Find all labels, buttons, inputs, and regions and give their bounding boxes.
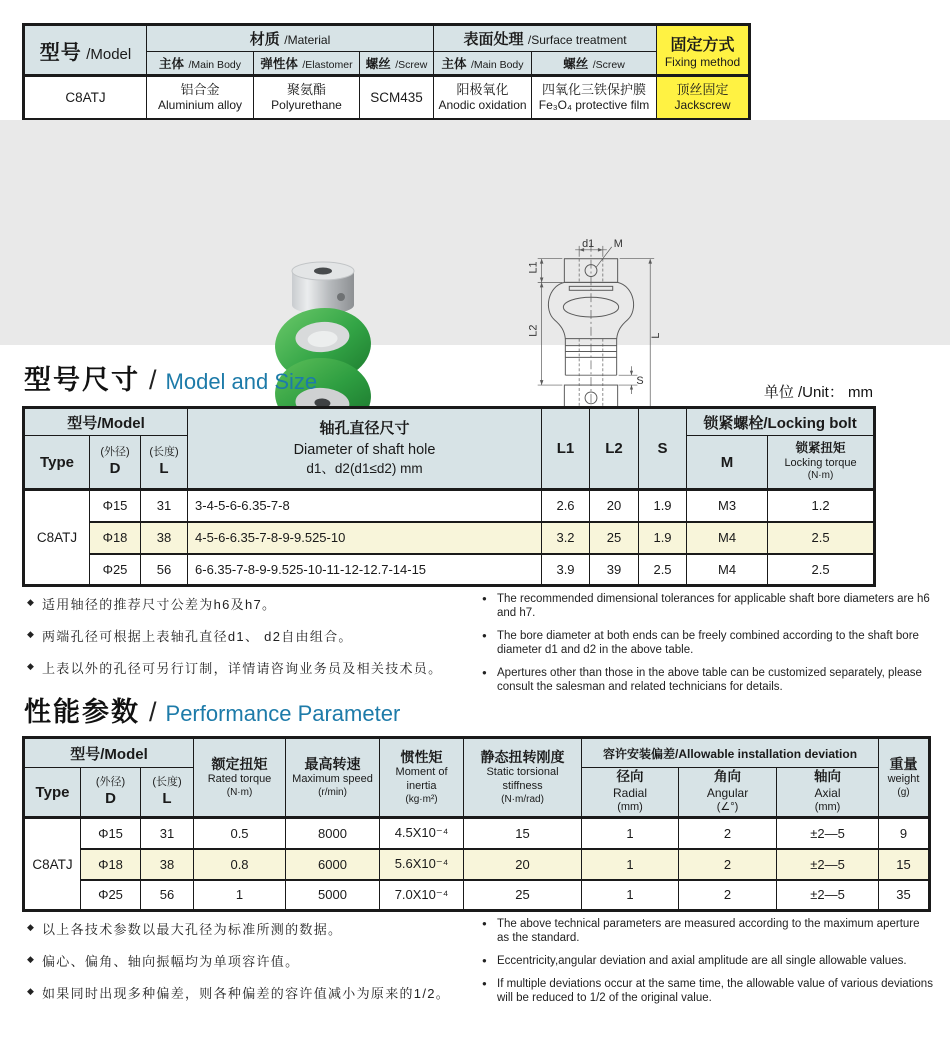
perf-th-angular-unit: (∠°) [716, 801, 739, 814]
note-text: The recommended dimensional tolerances for applicable shaft bore diameters are h6 and h7. [497, 593, 930, 620]
diamond-bullet-icon: ◆ [27, 597, 36, 607]
diamond-bullet-icon: ◆ [27, 629, 36, 639]
cell-surface-main-en: Anodic oxidation [438, 98, 527, 113]
size-cell-l2: 20 [590, 490, 639, 522]
perf-th-weight-en: weight [887, 773, 920, 786]
perf-th-axial-en: Axial [814, 786, 841, 801]
diamond-bullet-icon: ◆ [27, 922, 36, 932]
size-th-model: 型号/Model [24, 408, 188, 436]
note-text: 以上各技术参数以最大孔径为标准所测的数据。 [42, 922, 343, 937]
cell-surface-screw-en: Fe₃O₄ protective film [538, 98, 650, 113]
note-text: 两端孔径可根据上表轴孔直径d1、 d2自由组合。 [42, 629, 353, 644]
th-fixing-en: Fixing method [664, 54, 741, 69]
perf-th-stiff-unit: (N·m/rad) [501, 793, 544, 805]
size-cell-s: 2.5 [639, 554, 687, 586]
size-th-l-sym: L [159, 459, 169, 477]
note-item [27, 951, 472, 970]
note-text: The above technical parameters are measured according to the maximum aperture as the standard. [497, 918, 920, 945]
perf-cell-stiffness: 20 [464, 849, 582, 880]
size-th-torque-cn: 锁紧扭矩 [795, 441, 846, 456]
perf-cell-weight: 15 [879, 849, 930, 880]
th-surface-en: /Surface treatment [527, 33, 627, 47]
size-cell-torque: 1.2 [768, 490, 875, 522]
cell-main-body [147, 76, 254, 120]
cell-fixing-cn: 顶丝固定 [676, 81, 729, 97]
size-cell-holes: 6-6.35-7-8-9-9.525-10-11-12-12.7-14-15 [188, 554, 542, 586]
note-text: Eccentricity,angular deviation and axial amplitude are all single allowable values. [497, 955, 907, 968]
size-cell-l1: 3.2 [542, 522, 590, 554]
perf-cell-stiffness: 25 [464, 880, 582, 911]
dot-bullet-icon: ● [482, 631, 487, 641]
perf-cell-axial: ±2—5 [777, 818, 879, 849]
dot-bullet-icon: ● [482, 979, 487, 989]
th-model-cn: 型号 [39, 41, 82, 64]
th-material [147, 25, 434, 52]
perf-type-value: C8ATJ [24, 818, 81, 911]
size-cell-l: 38 [141, 522, 188, 554]
dim-label-d1: d1 [582, 237, 595, 250]
perf-th-speed-cn: 最高转速 [304, 755, 361, 772]
perf-th-radial [582, 768, 679, 818]
dot-bullet-icon: ● [482, 956, 487, 966]
perf-th-axial [777, 768, 879, 818]
perf-th-radial-cn: 径向 [616, 769, 644, 785]
note-text: If multiple deviations occur at the same time, the allowable value of various deviations will be reduced to 1/2 of the original value. [497, 978, 933, 1005]
size-th-torque [768, 436, 875, 490]
perf-cell-radial: 1 [582, 849, 679, 880]
perf-cell-weight: 35 [879, 880, 930, 911]
cell-fixing-en: Jackscrew [674, 98, 731, 113]
size-cell-l1: 2.6 [542, 490, 590, 522]
th-model-en: /Model [86, 45, 132, 63]
size-cell-m: M4 [687, 522, 768, 554]
note-item [482, 592, 934, 620]
perf-th-stiff-cn: 静态扭转刚度 [480, 748, 565, 765]
perf-th-type: Type [24, 768, 81, 818]
perf-th-radial-en: Radial [613, 786, 648, 801]
cell-elastomer [254, 76, 360, 120]
size-title-en: Model and Size [165, 369, 318, 394]
th-surface-screw-en: /Screw [592, 58, 625, 71]
th-fixing [657, 25, 750, 76]
size-cell-d: Φ18 [90, 522, 141, 554]
th-elastomer [254, 52, 360, 76]
size-cell-l: 56 [141, 554, 188, 586]
size-th-l [141, 436, 188, 490]
perf-cell-angular: 2 [679, 849, 777, 880]
cell-main-body-en: Aluminium alloy [157, 98, 243, 113]
perf-th-weight-cn: 重量 [889, 755, 918, 772]
size-th-torque-unit: (N·m) [807, 470, 834, 482]
note-item [482, 917, 934, 945]
perf-cell-speed: 6000 [286, 849, 380, 880]
perf-cell-speed: 8000 [286, 818, 380, 849]
perf-th-inertia [380, 738, 464, 818]
perf-th-stiff-en: Static torsional stiffness [486, 766, 559, 792]
th-main-body [147, 52, 254, 76]
cell-surface-screw [532, 76, 657, 120]
size-cell-s: 1.9 [639, 490, 687, 522]
perf-th-rated-cn: 额定扭矩 [211, 755, 268, 772]
perf-th-inertia-cn: 惯性矩 [400, 748, 443, 765]
diamond-bullet-icon: ◆ [27, 954, 36, 964]
perf-cell-inertia: 4.5X10⁻⁴ [380, 818, 464, 849]
size-th-shaft-hole [188, 408, 542, 490]
note-text: 偏心、偏角、轴向振幅均为单项容许值。 [42, 954, 300, 969]
size-th-shaft-cn: 轴孔直径尺寸 [319, 419, 410, 437]
th-surface-cn: 表面处理 [463, 31, 524, 48]
size-cell-m: M4 [687, 554, 768, 586]
size-cell-holes: 3-4-5-6-6.35-7-8 [188, 490, 542, 522]
perf-th-axial-unit: (mm) [814, 801, 841, 814]
th-main-body-cn: 主体 [159, 56, 185, 71]
dot-bullet-icon: ● [482, 594, 487, 603]
perf-cell-inertia: 7.0X10⁻⁴ [380, 880, 464, 911]
perf-th-weight [879, 738, 930, 818]
size-th-l2: L2 [590, 408, 639, 490]
th-surface-screw-cn: 螺丝 [563, 56, 589, 71]
perf-cell-axial: ±2—5 [777, 880, 879, 911]
dim-label-m: M [613, 237, 623, 250]
perf-th-stiffness [464, 738, 582, 818]
perf-cell-radial: 1 [582, 880, 679, 911]
diamond-bullet-icon: ◆ [27, 986, 36, 996]
cell-elastomer-cn: 聚氨酯 [286, 81, 326, 97]
perf-title-en: Performance Parameter [165, 701, 401, 726]
th-material-en: /Material [284, 33, 331, 47]
perf-th-l-top: (长度) [152, 776, 182, 789]
th-surface-screw [532, 52, 657, 76]
perf-cell-radial: 1 [582, 818, 679, 849]
perf-cell-torque: 0.8 [194, 849, 286, 880]
perf-th-inertia-en: Moment of inertia [395, 766, 448, 792]
perf-cell-l: 56 [141, 880, 194, 911]
size-notes-cn [27, 594, 472, 690]
note-item [27, 658, 472, 677]
size-th-type: Type [24, 436, 90, 490]
perf-notes-cn [27, 919, 472, 1015]
perf-cell-torque: 1 [194, 880, 286, 911]
note-text: 上表以外的孔径可另行订制，详情请咨询业务员及相关技术员。 [42, 661, 443, 676]
cell-elastomer-en: Polyurethane [271, 98, 342, 113]
cell-surface-main-cn: 阳极氧化 [456, 81, 509, 97]
perf-cell-torque: 0.5 [194, 818, 286, 849]
cell-surface-screw-cn: 四氧化三铁保护膜 [542, 81, 647, 97]
th-surface-main-cn: 主体 [441, 56, 467, 71]
size-cell-l2: 25 [590, 522, 639, 554]
performance-table [22, 736, 931, 912]
size-th-d-top: (外径) [100, 446, 130, 459]
dim-label-s: S [636, 375, 644, 388]
size-cell-d: Φ15 [90, 490, 141, 522]
size-cell-l2: 39 [590, 554, 639, 586]
note-item [27, 919, 472, 938]
cell-screw-value: SCM435 [360, 76, 434, 120]
note-item [482, 954, 934, 968]
perf-cell-inertia: 5.6X10⁻⁴ [380, 849, 464, 880]
note-item [27, 626, 472, 645]
material-table [22, 23, 751, 121]
size-th-shaft-en: Diameter of shaft hole [293, 442, 436, 459]
perf-th-deviation: 容许安装偏差/Allowable installation deviation [582, 738, 879, 768]
note-text: 如果同时出现多种偏差，则各种偏差的容许值减小为原来的1/2。 [42, 986, 451, 1001]
perf-th-rated-unit: (N·m) [226, 786, 253, 798]
perf-th-l-sym: L [162, 789, 172, 807]
size-title-separator: / [149, 365, 157, 395]
perf-section-title [24, 690, 400, 729]
size-cell-l1: 3.9 [542, 554, 590, 586]
size-th-l1: L1 [542, 408, 590, 490]
perf-cell-speed: 5000 [286, 880, 380, 911]
perf-th-speed-unit: (r/min) [318, 786, 347, 798]
perf-th-angular-cn: 角向 [714, 769, 742, 785]
perf-th-angular [679, 768, 777, 818]
note-item [482, 666, 934, 694]
perf-th-radial-unit: (mm) [617, 801, 643, 814]
perf-th-speed-en: Maximum speed [292, 773, 373, 786]
perf-th-d [81, 768, 141, 818]
size-th-m: M [687, 436, 768, 490]
note-text: The bore diameter at both ends can be freely combined according to the shaft bore diameter d1 and d2 in the above table. [497, 630, 919, 657]
size-cell-torque: 2.5 [768, 554, 875, 586]
note-item [27, 983, 472, 1002]
dim-label-l1: L1 [527, 261, 540, 274]
th-screw-cn: 螺丝 [365, 56, 391, 71]
perf-cell-l: 31 [141, 818, 194, 849]
perf-th-d-top: (外径) [95, 776, 126, 789]
cell-fixing [657, 76, 750, 120]
size-cell-m: M3 [687, 490, 768, 522]
dot-bullet-icon: ● [482, 668, 487, 678]
dim-label-l2: L2 [527, 324, 540, 337]
cell-main-body-cn: 铝合金 [180, 81, 220, 97]
size-th-l-top: (长度) [149, 446, 179, 459]
perf-th-inertia-unit: (kg·m²) [405, 793, 438, 805]
perf-cell-d: Φ15 [81, 818, 141, 849]
size-th-d-sym: D [109, 459, 121, 477]
th-surface-main [434, 52, 532, 76]
perf-th-weight-unit: (g) [897, 786, 910, 798]
perf-cell-angular: 2 [679, 880, 777, 911]
th-fixing-cn: 固定方式 [670, 36, 735, 54]
th-surface-main-en: /Main Body [471, 58, 524, 71]
th-screw-en: /Screw [395, 58, 428, 71]
perf-th-d-sym: D [105, 789, 116, 807]
perf-th-model: 型号/Model [24, 738, 194, 768]
coupling-top-hub [292, 262, 354, 314]
size-section-title [24, 358, 317, 397]
perf-cell-stiffness: 15 [464, 818, 582, 849]
th-screw [360, 52, 434, 76]
note-item [27, 594, 472, 613]
perf-th-max-speed [286, 738, 380, 818]
size-th-torque-en: Locking torque [784, 456, 857, 469]
th-elastomer-cn: 弹性体 [260, 56, 298, 71]
perf-th-rated-en: Rated torque [207, 773, 272, 786]
size-cell-d: Φ25 [90, 554, 141, 586]
perf-th-l [141, 768, 194, 818]
size-cell-l: 31 [141, 490, 188, 522]
size-th-locking-bolt: 锁紧螺栓/Locking bolt [687, 408, 875, 436]
th-main-body-en: /Main Body [188, 58, 241, 71]
th-model [24, 25, 147, 76]
cell-surface-main [434, 76, 532, 120]
unit-label: 单位 /Unit： mm [763, 384, 873, 401]
th-material-cn: 材质 [249, 31, 280, 48]
perf-th-angular-en: Angular [706, 786, 749, 801]
size-title-cn: 型号尺寸 [24, 365, 140, 395]
note-text: Apertures other than those in the above table can be customized separately, please consult the salesman and related technicians for details. [497, 667, 922, 694]
perf-cell-d: Φ25 [81, 880, 141, 911]
perf-title-separator: / [149, 697, 157, 727]
size-cell-torque: 2.5 [768, 522, 875, 554]
size-cell-holes: 4-5-6-6.35-7-8-9-9.525-10 [188, 522, 542, 554]
cell-model-value: C8ATJ [24, 76, 147, 120]
perf-th-rated-torque [194, 738, 286, 818]
size-th-d [90, 436, 141, 490]
note-item [482, 977, 934, 1005]
size-cell-s: 1.9 [639, 522, 687, 554]
perf-cell-l: 38 [141, 849, 194, 880]
perf-cell-angular: 2 [679, 818, 777, 849]
perf-th-axial-cn: 轴向 [814, 769, 842, 785]
dot-bullet-icon: ● [482, 919, 487, 928]
perf-notes-en [482, 917, 934, 1014]
size-th-s: S [639, 408, 687, 490]
perf-cell-d: Φ18 [81, 849, 141, 880]
size-table [22, 406, 876, 587]
perf-cell-weight: 9 [879, 818, 930, 849]
th-surface [434, 25, 657, 52]
dim-label-l: L [650, 332, 663, 339]
th-elastomer-en: /Elastomer [302, 58, 353, 71]
size-th-shaft-range: d1、d2(d1≤d2) mm [306, 461, 423, 477]
note-text: 适用轴径的推荐尺寸公差为h6及h7。 [42, 597, 277, 612]
perf-title-cn: 性能参数 [24, 697, 140, 727]
size-type-value: C8ATJ [24, 490, 90, 586]
perf-cell-axial: ±2—5 [777, 849, 879, 880]
note-item [482, 629, 934, 657]
diamond-bullet-icon: ◆ [27, 661, 36, 671]
size-notes-en [482, 592, 934, 703]
